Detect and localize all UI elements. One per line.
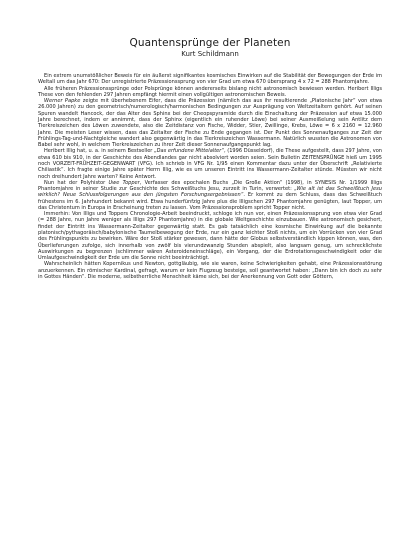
- italic-text: „Wie alt ist das Schweißtuch Jesu wirklich? Neue Schlussfolgerungen aus den jüngsten Forschungsergebnissen“: [38, 186, 382, 199]
- italic-text: Uwe Topper: [108, 179, 140, 186]
- paragraph: Nun hat der Polyhistor Uwe Topper, Verfasser des epochalen Buchs „Die Große Aktion“ (1998), in SYNESIS Nr. 1/1999 Illigs Phantomjahre in seiner Studie zur Geschichte des Schweißtuchs Jesu, zurzeit in Turin, verwertet: „Wie alt ist das Schweißtuch Jesu wirklich? Neue Schlussfolgerungen aus den jüngsten Forschungsergebnissen“. Er kommt zu dem Schluss, dass das Schweißtuch frühestens im 6. Jahrhundert bekannt wird. Etwa hunderfünfzig Jahre plus die Illigschen 297 Phantomjahre genügten, laut Topper, um das Christentum in Europa in Erscheinung treten zu lassen. Vom Präzessionsproblem spricht Topper nicht.: [38, 179, 382, 211]
- paragraph: Immerhin: Von Illigs und Toppers Chronologie-Arbeit beeindruckt, schloge ich nun vor, einen Präzessionssprung von etwa vier Grad (= 288 Jahre, nun Jahre weniger als Illigs 297 Phantomjahre) in die globale Weltgeschichte einzubauen. Wie astronomisch gesichert, findet der Eintritt ins Wassermann-Zeitalter gegenwärtig statt. Es gab tatsächlich eine kosmische Einwirkung auf die bekannte platonisch/pythagoräisch/babylonische Taumelbewegung der Erde, nur ein ganz leichter Stoß nichts, um ein Vorrücken von vier Grad des Frühlingspunkts zu bewirken. Wäre der Stoß stärker gewesen, dann hätte der Globus selbstverständlich kippen können, was, den Überlieferungen zufolge, sich innerhalb von zwölf bis vierundzwanzig Stunden abspielt, also langsam genug, um schrecklichste Auswirkungen zu begrenzen (schlimmer wären Asteroideneinschläge), ein Vorgang, der die Erdrotationsgeschwindigkeit oder die Umlaufgeschwindigkeit der Erde um die Sonne nicht beeinträchtigt.: [38, 211, 382, 262]
- article-title: Quantensprünge der Planeten: [129, 37, 291, 49]
- article-body: [38, 73, 382, 280]
- paragraph: Heribert Illig hat, u. a. in seinem Bestseller „Das erfundene Mittelalter“, (1996 Düsseldorf), die These aufgestellt, dass 297 Jahre, von etwa 610 bis 910, in der Geschichte des Abendlandes gar nicht absolviert worden seien. Sein Bulletin ZEITENSPRÜNGE hieß um 1995 noch VORZEIT-FRÜHZEIT-GEGENWART (VFG). Ich schrieb in VFG Nr. 1/95 einen Kommentar dazu unter der Überschrift „Relativierte Chiliastik“. Ich fragte einige Jahre später Herrn Illig, wie es um unseren Eintritt ins Wassermann-Zeitalter stünde. Müssten wir nicht noch dreihundert Jahre warten? Keine Antwort.: [38, 148, 382, 180]
- paragraph: Werner Papke zeigte mit überhebenem Eifer, dass die Präzession (nämlich das aus ihr resultierende „Platonische Jahr“ von etwa 26.000 Jahren) zu den geometrisch/numerologisch/harmonischen Bedingungen zur Ausprägung von Weltzeitaltern gehört. Auf seinen Spuren wandelt Hancock, der das Alter des Sphinx bei der Cheopspyramide durch die Einschaltung der Präzession auf etwa 15.000 Jahre berechnet, indem er annimmt, dass der Sphinx (eigentlich ein ruhender Löwe) bei seiner Ausmeißelung sein Antlitz dem Tierkreiszeichen des Löwen zuwendete, also die Zeitdistanz von Fische, Widder, Stier, Zwillinge, Krebs, Löwe = 6 x 2160 = 12.960 Jahre. Die meisten Leser wissen, dass das Zeitalter der Fische zu Ende gegangen ist. Der Punkt des Sonnenaufganges zur Zeit der Frühlings-Tag-und-Nachtgleiche wandert also gegenwärtig in das Tierkreiszeichen Wassermann. Natürlich wussten die Astronomen von Babel sehr wohl, in welchem Tierkreiszeichen zu ihrer Zeit dieser Sonnenaufgangspunkt lag.: [38, 98, 382, 149]
- paragraph: Wahrscheinlich hätten Kopernikus und Newton, gottgläubig, wie sie waren, keine Schwierigkeiten gehabt, eine Präzessionsstörung anzuerkennen. Ein römischer Kardinal, gefragt, warum er kein Flugzeug besteige, soll geantwortet haben: „Dann bin ich doch zu sehr in Gottes Händen“. Die moderne, selbstherrliche Menschheit käme sich, bei der Anerkennung von Gott oder Göttern,: [38, 261, 382, 280]
- italic-text: „Das erfundene Mittelalter“: [154, 148, 224, 155]
- author-name: Kurt Schildmann: [181, 50, 239, 58]
- italic-text: Werner Papke: [44, 98, 81, 105]
- paragraph: Ein extrem unumstößlicher Beweis für ein äußerst signifikantes kosmisches Einwirken auf die Stabilität der Bewegungen der Erde im Weltall um das Jahr 670: Der unregistrierte Präzessionssprung von vier Grad um etwa 670 übersprang 4 x 72 = 288 Phantomjahre.: [38, 73, 382, 86]
- paragraph: Alle früheren Präzessionssprünge oder Polsprünge können andererseits bislang nicht astronomisch bewiesen werden. Heribert Illigs These von den fehlenden 297 Jahren empfängt hiermit einen vollgültigen astronomischen Beweis.: [38, 85, 382, 98]
